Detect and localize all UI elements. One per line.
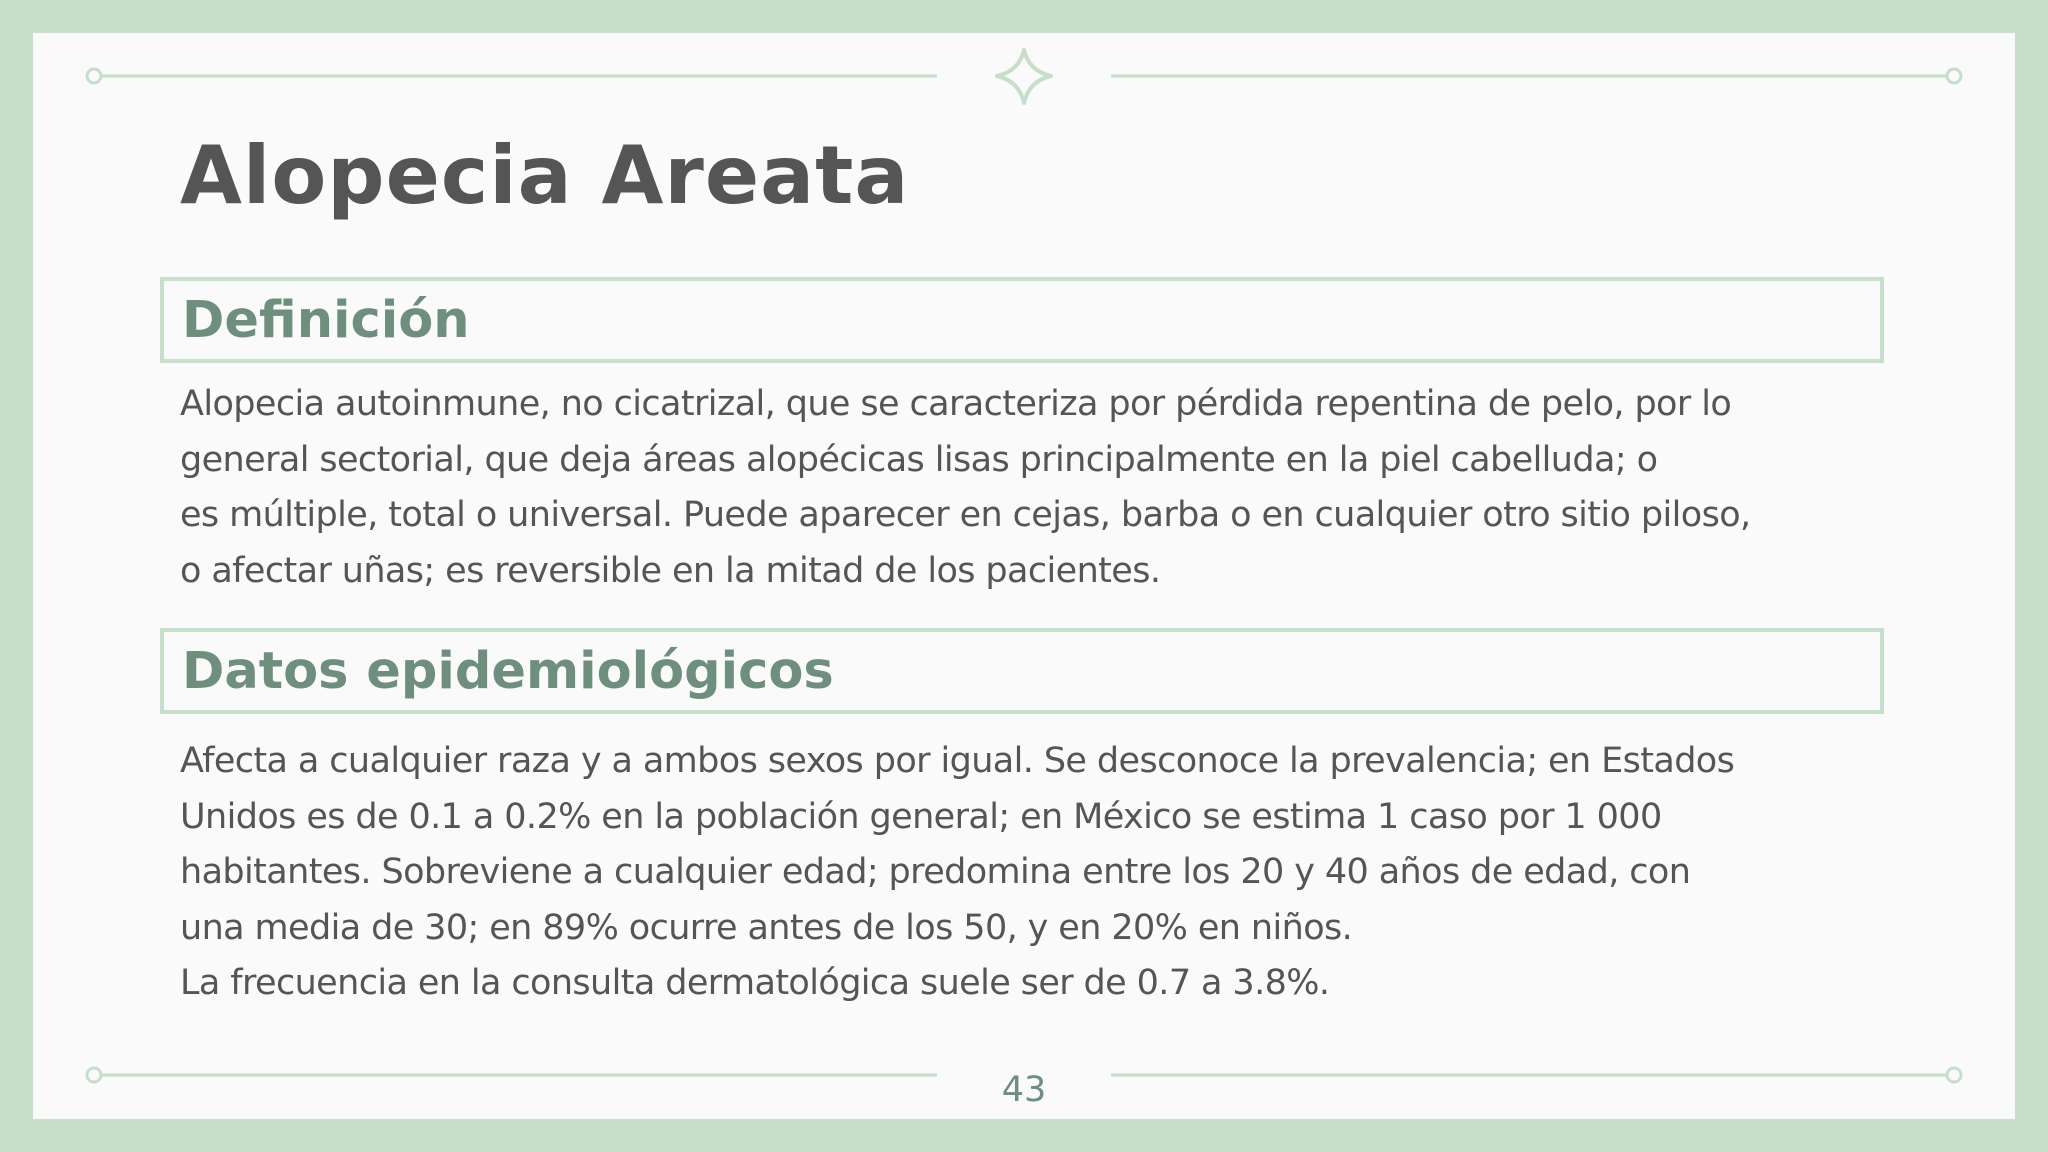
definition-paragraph [180,377,1900,599]
paragraph-line: es múltiple, total o universal. Puede aparecer en cejas, barba o en cualquier otro sitio piloso, [180,495,1751,535]
paragraph-line: Unidos es de 0.1 a 0.2% en la población general; en México se estima 1 caso por 1 000 [180,796,1662,837]
slide-title: Alopecia Areata [180,129,910,222]
top-divider [87,69,1961,83]
circle-icon [1947,1068,1961,1082]
section-heading-box [160,628,1884,714]
section-heading-definition: Definición [182,290,470,350]
paragraph-line: La frecuencia en la consulta dermatológica suele ser de 0.7 a 3.8%. [180,963,1330,1003]
paragraph-line: Afecta a cualquier raza y a ambos sexos por igual. Se desconoce la prevalencia; en Estados [180,741,1735,781]
section-heading-epidemiology: Datos epidemiológicos [182,641,834,701]
paragraph-line: o afectar uñas; es reversible en la mitad de los pacientes. [180,550,1161,591]
epidemiology-paragraph [180,734,1900,1012]
circle-icon [87,69,101,83]
page-number: 43 [1001,1070,1047,1110]
circle-icon [87,1068,101,1082]
slide [33,33,2015,1119]
paragraph-line: Alopecia autoinmune, no cicatrizal, que se caracteriza por pérdida repentina de pelo, por lo [180,384,1732,424]
paragraph-line: habitantes. Sobreviene a cualquier edad; predomina entre los 20 y 40 años de edad, con [180,852,1691,892]
four-point-star-icon [997,50,1051,103]
paragraph-line: general sectorial, que deja áreas alopécicas lisas principalmente en la piel cabelluda; o [180,439,1658,480]
section-heading-box [160,277,1884,363]
circle-icon [1947,69,1961,83]
paragraph-line: una media de 30; en 89% ocurre antes de los 50, y en 20% en niños. [180,907,1353,948]
